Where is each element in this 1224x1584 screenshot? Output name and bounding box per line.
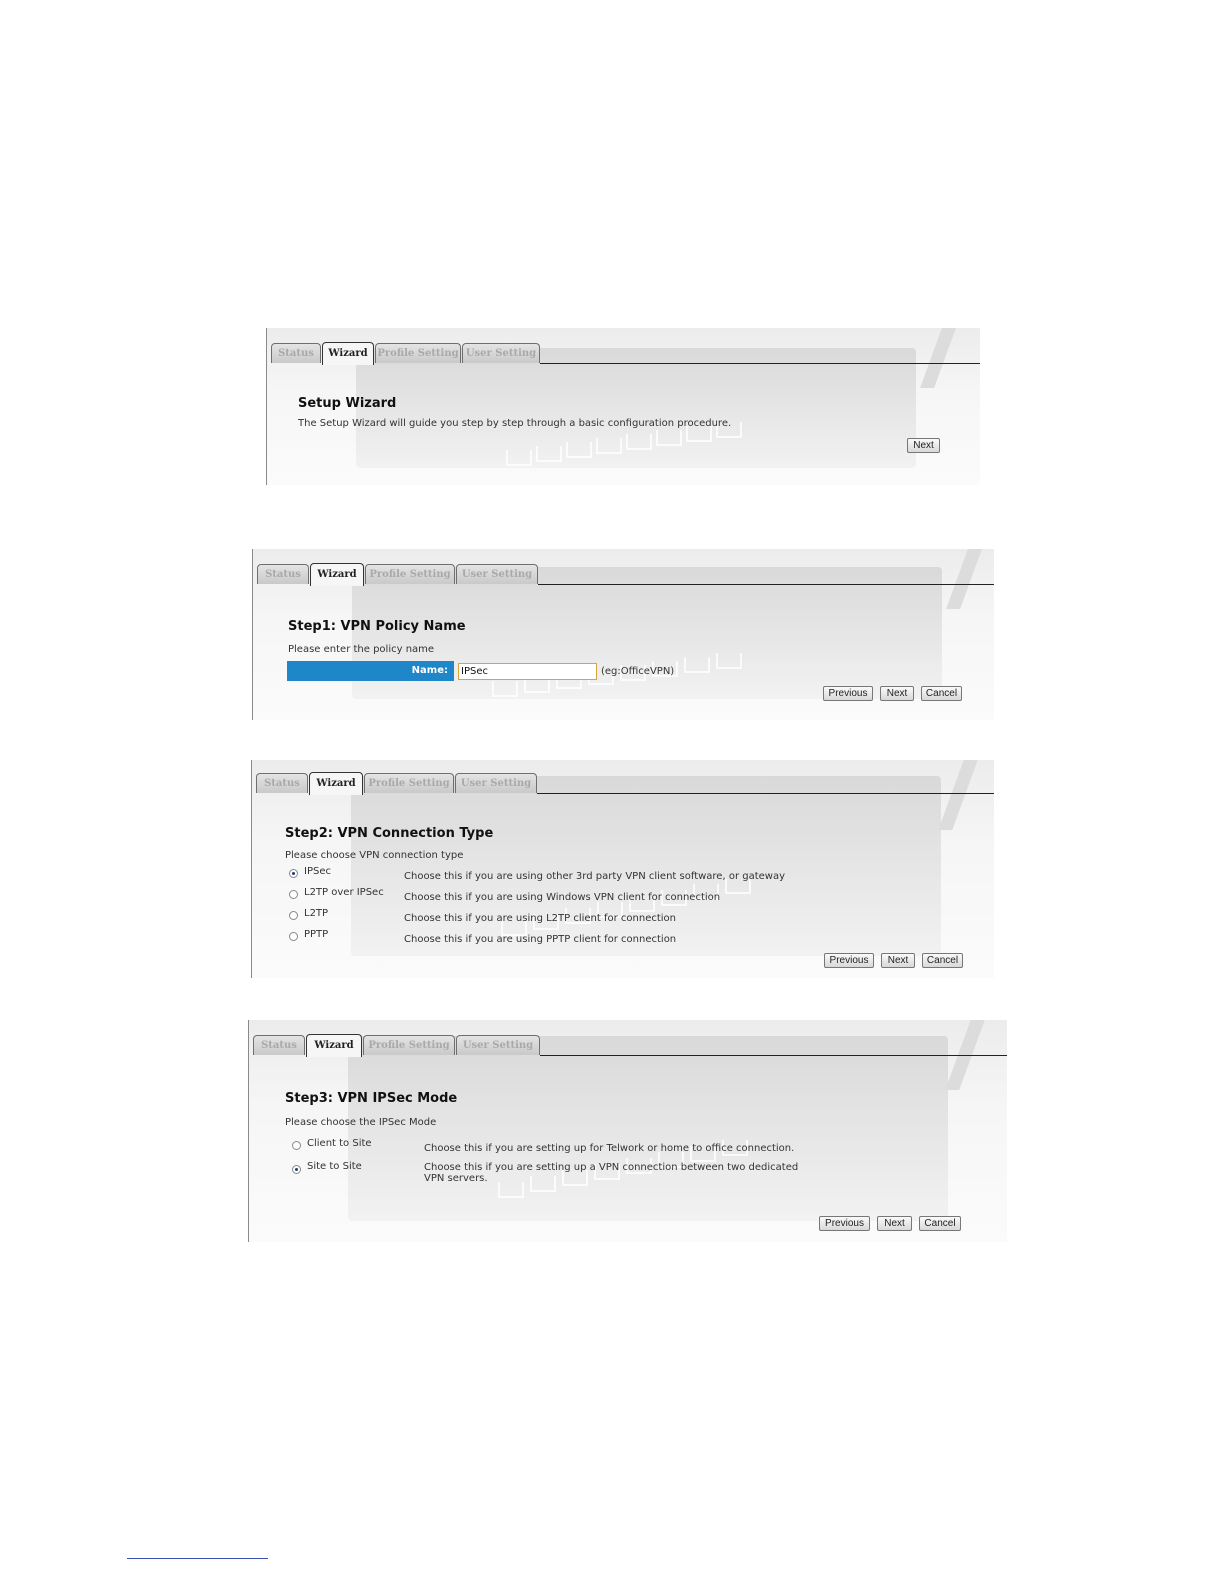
option-desc-l2tp-over-ipsec: Choose this if you are using Windows VPN client for connection bbox=[404, 892, 721, 903]
name-field-label: Name: bbox=[287, 661, 454, 681]
option-label-l2tp: L2TP bbox=[304, 908, 329, 919]
tab-wizard[interactable]: Wizard bbox=[310, 563, 364, 586]
option-desc-site-to-site: Choose this if you are setting up a VPN connection between two dedicated VPN servers. bbox=[424, 1162, 799, 1184]
vpn-policy-name-panel bbox=[252, 549, 994, 720]
next-button[interactable]: Next bbox=[907, 438, 940, 453]
tab-profile-setting[interactable]: Profile Setting bbox=[364, 773, 454, 793]
tab-status[interactable]: Status bbox=[253, 1035, 305, 1055]
cancel-button[interactable]: Cancel bbox=[919, 1216, 961, 1231]
tab-wizard[interactable]: Wizard bbox=[309, 772, 363, 795]
tab-profile-setting[interactable]: Profile Setting bbox=[365, 564, 455, 584]
radio-l2tp-over-ipsec[interactable] bbox=[289, 890, 298, 899]
cancel-button[interactable]: Cancel bbox=[922, 953, 963, 968]
option-desc-ipsec: Choose this if you are using other 3rd party VPN client software, or gateway bbox=[404, 871, 786, 882]
option-desc-pptp: Choose this if you are using PPTP client for connection bbox=[404, 934, 677, 945]
tab-underline bbox=[540, 363, 980, 364]
page-title: Step3: VPN IPSec Mode bbox=[285, 1091, 458, 1106]
tab-profile-setting[interactable]: Profile Setting bbox=[363, 1035, 455, 1055]
cancel-button[interactable]: Cancel bbox=[921, 686, 962, 701]
option-label-pptp: PPTP bbox=[304, 929, 329, 940]
page-description: Please choose VPN connection type bbox=[285, 850, 464, 861]
tab-underline bbox=[537, 793, 994, 794]
tab-user-setting[interactable]: User Setting bbox=[455, 773, 537, 793]
footnote-separator bbox=[127, 1558, 268, 1559]
next-button[interactable]: Next bbox=[877, 1216, 912, 1231]
radio-l2tp[interactable] bbox=[289, 911, 298, 920]
tab-wizard[interactable]: Wizard bbox=[322, 342, 374, 365]
tab-user-setting[interactable]: User Setting bbox=[456, 1035, 540, 1055]
policy-name-input[interactable] bbox=[458, 663, 597, 680]
page-description: Please choose the IPSec Mode bbox=[285, 1117, 437, 1128]
option-label-site-to-site: Site to Site bbox=[307, 1161, 362, 1172]
setup-wizard-panel bbox=[266, 328, 980, 485]
page-title: Setup Wizard bbox=[298, 396, 397, 411]
radio-client-to-site[interactable] bbox=[292, 1141, 301, 1150]
name-example-hint: (eg:OfficeVPN) bbox=[601, 666, 675, 677]
next-button[interactable]: Next bbox=[881, 953, 915, 968]
option-label-client-to-site: Client to Site bbox=[307, 1138, 372, 1149]
tab-underline bbox=[538, 584, 994, 585]
tab-user-setting[interactable]: User Setting bbox=[456, 564, 538, 584]
radio-ipsec[interactable] bbox=[289, 869, 298, 878]
tab-status[interactable]: Status bbox=[271, 343, 321, 363]
previous-button[interactable]: Previous bbox=[819, 1216, 870, 1231]
option-label-ipsec: IPSec bbox=[304, 866, 331, 877]
page-title: Step2: VPN Connection Type bbox=[285, 826, 494, 841]
page-description: The Setup Wizard will guide you step by step through a basic configuration procedure. bbox=[298, 418, 732, 429]
page-title: Step1: VPN Policy Name bbox=[288, 619, 466, 634]
vpn-connection-type-panel bbox=[251, 760, 994, 978]
option-desc-client-to-site: Choose this if you are setting up for Telwork or home to office connection. bbox=[424, 1143, 795, 1154]
tab-wizard[interactable]: Wizard bbox=[306, 1034, 362, 1057]
vpn-ipsec-mode-panel bbox=[248, 1020, 1007, 1242]
option-label-l2tp-over-ipsec: L2TP over IPSec bbox=[304, 887, 384, 898]
tab-underline bbox=[540, 1055, 1007, 1056]
option-desc-l2tp: Choose this if you are using L2TP client for connection bbox=[404, 913, 677, 924]
previous-button[interactable]: Previous bbox=[824, 953, 874, 968]
next-button[interactable]: Next bbox=[880, 686, 914, 701]
previous-button[interactable]: Previous bbox=[823, 686, 873, 701]
radio-pptp[interactable] bbox=[289, 932, 298, 941]
radio-site-to-site[interactable] bbox=[292, 1165, 301, 1174]
page-description: Please enter the policy name bbox=[288, 644, 435, 655]
tab-status[interactable]: Status bbox=[257, 564, 309, 584]
tab-profile-setting[interactable]: Profile Setting bbox=[375, 343, 461, 363]
tab-user-setting[interactable]: User Setting bbox=[462, 343, 540, 363]
tab-status[interactable]: Status bbox=[256, 773, 308, 793]
